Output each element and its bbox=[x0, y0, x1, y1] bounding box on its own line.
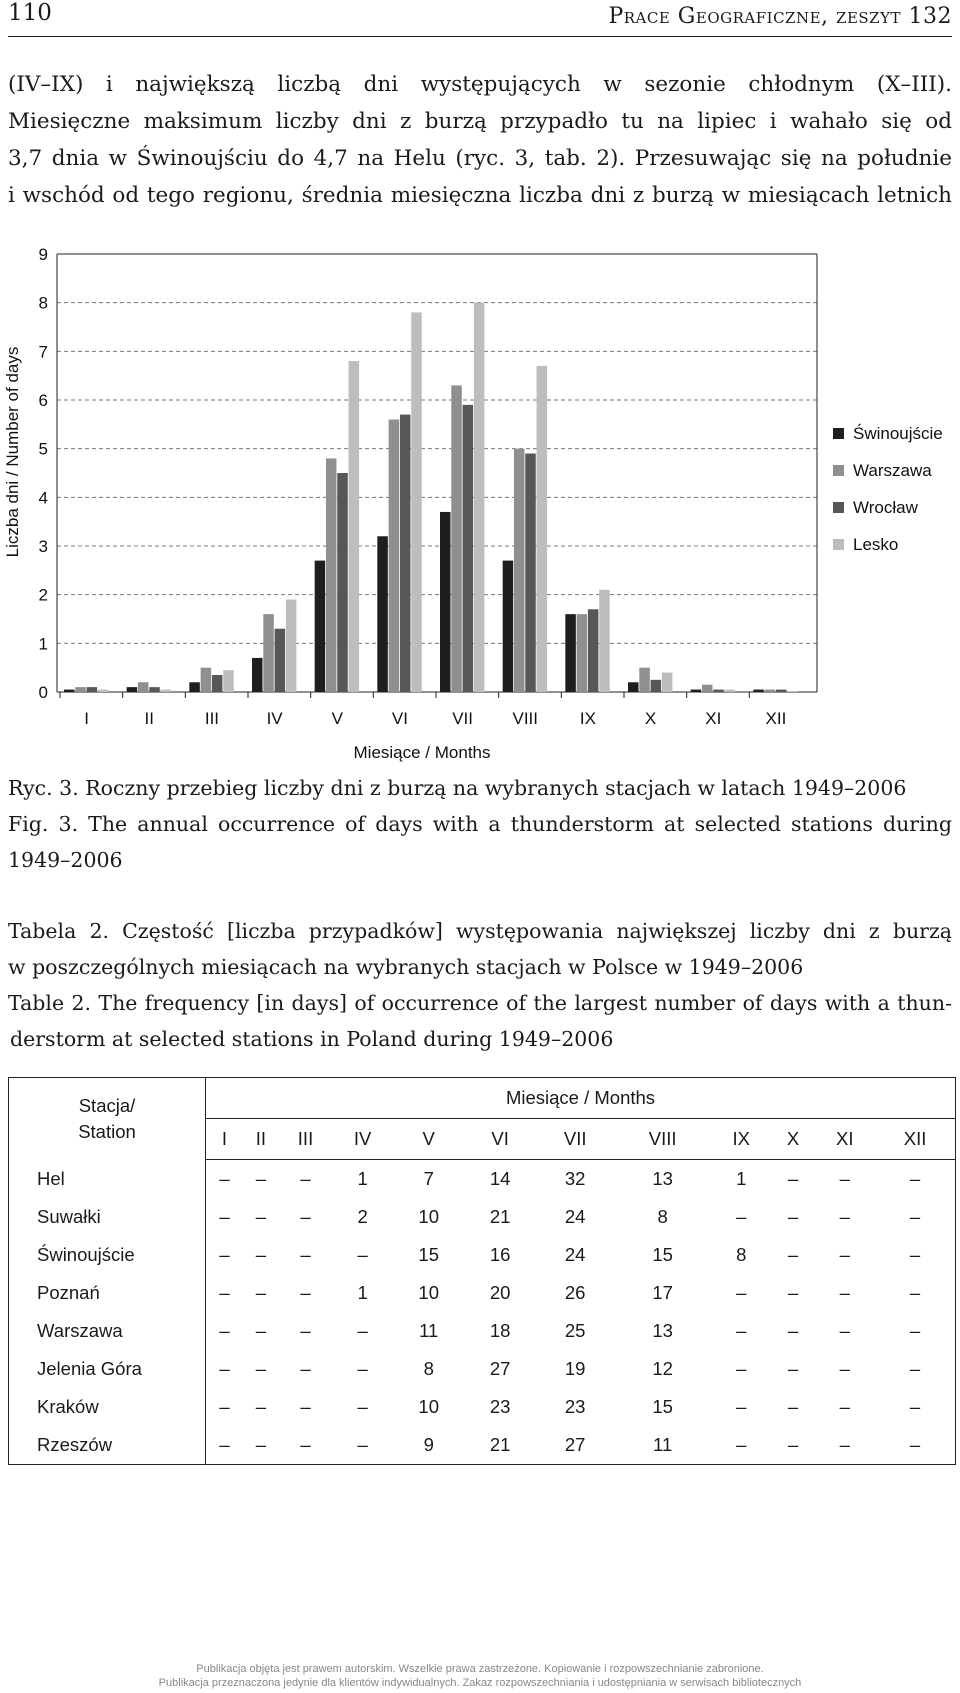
month-header-cell: V bbox=[393, 1119, 464, 1160]
value-cell: – bbox=[255, 1282, 266, 1303]
table-row bbox=[9, 1350, 956, 1388]
bar-lesko bbox=[474, 303, 485, 692]
value-cell: – bbox=[300, 1358, 311, 1379]
value-cell: – bbox=[839, 1320, 850, 1341]
value-cell: 11 bbox=[419, 1320, 439, 1341]
value-cell: – bbox=[219, 1434, 230, 1455]
value-cell: – bbox=[787, 1396, 799, 1417]
copyright-footer bbox=[0, 1662, 960, 1690]
value-cell: – bbox=[300, 1282, 311, 1303]
bar-wrocław bbox=[337, 473, 348, 692]
legend-label: Wrocław bbox=[853, 498, 918, 517]
bar-lesko bbox=[725, 690, 736, 692]
y-tick-label: 9 bbox=[38, 245, 48, 264]
bar-świnoujście bbox=[64, 690, 75, 692]
value-cell: 19 bbox=[564, 1358, 586, 1379]
bar-warszawa bbox=[514, 449, 525, 692]
body-paragraph bbox=[8, 66, 952, 214]
value-cell: 25 bbox=[564, 1320, 586, 1341]
value-cell: – bbox=[736, 1358, 747, 1379]
caption-table-line1: Table 2. The frequency [in days] of occurrence of the largest number of days with a thun- bbox=[8, 991, 952, 1015]
y-tick-label: 4 bbox=[38, 488, 48, 508]
month-header-cell: X bbox=[772, 1119, 815, 1160]
station-name-cell: Warszawa bbox=[9, 1312, 206, 1350]
caption-tabela-line2: w poszczególnych miesiącach na wybranych stacjach w Polsce w 1949–2006 bbox=[8, 955, 804, 979]
bar-wrocław bbox=[400, 415, 411, 692]
value-cell: – bbox=[357, 1358, 368, 1379]
value-cell: – bbox=[787, 1244, 799, 1265]
value-cell: 18 bbox=[489, 1320, 511, 1341]
bar-warszawa bbox=[326, 458, 337, 692]
bar-warszawa bbox=[577, 614, 588, 692]
bar-wrocław bbox=[651, 680, 662, 692]
month-header-cell: VIII bbox=[614, 1119, 710, 1160]
value-cell: – bbox=[255, 1396, 266, 1417]
bar-świnoujście bbox=[189, 682, 200, 692]
bar-świnoujście bbox=[127, 687, 137, 692]
x-tick-label: IV bbox=[266, 709, 283, 728]
value-cell: – bbox=[909, 1320, 921, 1341]
bar-świnoujście bbox=[753, 690, 764, 692]
value-cell: 9 bbox=[423, 1434, 434, 1455]
x-tick-label: III bbox=[204, 709, 220, 728]
value-cell: 10 bbox=[418, 1206, 439, 1227]
value-cell: – bbox=[219, 1396, 230, 1417]
bar-warszawa bbox=[201, 668, 212, 692]
bar-warszawa bbox=[451, 385, 462, 692]
value-cell: 21 bbox=[489, 1206, 511, 1227]
value-cell: 1 bbox=[736, 1168, 747, 1189]
bar-warszawa bbox=[702, 685, 713, 692]
legend-label: Świnoujście bbox=[853, 424, 943, 443]
bar-wrocław bbox=[275, 629, 286, 692]
value-cell: – bbox=[909, 1168, 921, 1189]
table-row bbox=[9, 1236, 956, 1274]
legend-swatch bbox=[833, 428, 844, 439]
value-cell: – bbox=[300, 1244, 311, 1265]
value-cell: 1 bbox=[357, 1282, 368, 1303]
bar-świnoujście bbox=[252, 658, 263, 692]
bar-lesko bbox=[411, 312, 422, 692]
value-cell: – bbox=[300, 1434, 311, 1455]
bar-świnoujście bbox=[628, 682, 639, 692]
value-cell: – bbox=[219, 1244, 230, 1265]
value-cell: 15 bbox=[652, 1396, 673, 1417]
value-cell: 7 bbox=[423, 1168, 434, 1189]
caption-ryc: Ryc. 3. Roczny przebieg liczby dni z burzą na wybranych stacjach w latach 1949–2006 bbox=[8, 776, 907, 800]
month-header-cell: IV bbox=[332, 1119, 393, 1160]
y-tick-label: 2 bbox=[38, 585, 48, 605]
value-cell: – bbox=[255, 1434, 266, 1455]
x-axis-label: Miesiące / Months bbox=[353, 743, 491, 762]
station-column-header bbox=[9, 1078, 206, 1160]
station-name-cell: Hel bbox=[9, 1160, 206, 1199]
month-header-cell: VII bbox=[536, 1119, 615, 1160]
bar-wrocław bbox=[212, 675, 223, 692]
value-cell: – bbox=[787, 1358, 799, 1379]
value-cell: – bbox=[300, 1396, 311, 1417]
value-cell: – bbox=[839, 1282, 850, 1303]
caption-table-line2: derstorm at selected stations in Poland during 1949–2006 bbox=[10, 1027, 614, 1051]
value-cell: – bbox=[219, 1320, 230, 1341]
value-cell: – bbox=[219, 1358, 230, 1379]
value-cell: 8 bbox=[423, 1358, 434, 1379]
month-header-cell: XII bbox=[875, 1119, 955, 1160]
value-cell: – bbox=[787, 1206, 799, 1227]
x-tick-label: VII bbox=[452, 709, 473, 728]
y-tick-label: 7 bbox=[38, 342, 48, 362]
value-cell: – bbox=[255, 1206, 266, 1227]
table-row bbox=[9, 1312, 956, 1350]
y-tick-label: 6 bbox=[38, 391, 48, 410]
bar-świnoujście bbox=[503, 561, 513, 692]
paragraph-line: Miesięczne maksimum liczby dni z burzą przypadło tu na lipiec i wahało się od bbox=[8, 109, 952, 134]
bar-warszawa bbox=[138, 682, 149, 692]
y-tick-label: 1 bbox=[38, 634, 48, 654]
x-tick-label: VIII bbox=[512, 709, 539, 728]
value-cell: – bbox=[300, 1206, 311, 1227]
legend-swatch bbox=[833, 539, 844, 550]
x-tick-label: I bbox=[84, 709, 89, 728]
table-row bbox=[9, 1388, 956, 1426]
value-cell: – bbox=[736, 1396, 747, 1417]
value-cell: 10 bbox=[418, 1282, 439, 1303]
value-cell: – bbox=[219, 1282, 230, 1303]
month-header-cell: II bbox=[243, 1119, 279, 1160]
value-cell: 24 bbox=[564, 1206, 586, 1227]
value-cell: 32 bbox=[564, 1168, 586, 1189]
y-tick-label: 5 bbox=[38, 439, 48, 459]
station-header-line2: Station bbox=[78, 1120, 136, 1142]
value-cell: – bbox=[255, 1244, 266, 1265]
month-header-cell: I bbox=[206, 1119, 243, 1160]
y-axis-label: Liczba dni / Number of days bbox=[3, 346, 22, 558]
table-row bbox=[9, 1160, 956, 1199]
value-cell: 21 bbox=[489, 1434, 511, 1455]
value-cell: 24 bbox=[564, 1244, 586, 1265]
bar-lesko bbox=[98, 690, 109, 692]
x-tick-label: V bbox=[331, 709, 343, 728]
value-cell: 10 bbox=[418, 1396, 439, 1417]
x-tick-label: X bbox=[644, 709, 657, 728]
legend-swatch bbox=[833, 502, 844, 513]
bar-wrocław bbox=[87, 687, 98, 692]
x-tick-label: II bbox=[144, 709, 154, 728]
paragraph-line: 3,7 dnia w Świnoujściu do 4,7 na Helu (ryc. 3, tab. 2). Przesuwając się na południe bbox=[8, 146, 952, 171]
value-cell: – bbox=[357, 1320, 368, 1341]
bar-warszawa bbox=[75, 687, 86, 692]
caption-fig-line2: 1949–2006 bbox=[8, 848, 123, 872]
bar-lesko bbox=[223, 670, 234, 692]
value-cell: – bbox=[736, 1320, 747, 1341]
months-header: Miesiące / Months bbox=[206, 1078, 956, 1119]
x-tick-label: VI bbox=[391, 709, 408, 728]
bar-wrocław bbox=[588, 609, 599, 692]
station-header-line1: Stacja/ bbox=[78, 1094, 136, 1116]
y-tick-label: 0 bbox=[38, 683, 48, 702]
bar-lesko bbox=[662, 673, 673, 692]
value-cell: – bbox=[839, 1244, 850, 1265]
bar-lesko bbox=[286, 600, 297, 692]
thunderstorm-days-chart bbox=[0, 232, 960, 762]
value-cell: 23 bbox=[489, 1396, 511, 1417]
bar-wrocław bbox=[463, 405, 474, 692]
paragraph-line: (IV–IX) i największą liczbą dni występujących w sezonie chłodnym (X–III). bbox=[8, 72, 952, 97]
value-cell: 13 bbox=[652, 1168, 673, 1189]
table-body bbox=[9, 1160, 956, 1465]
value-cell: – bbox=[736, 1282, 747, 1303]
value-cell: – bbox=[300, 1168, 311, 1189]
bar-lesko bbox=[787, 691, 798, 692]
table-row bbox=[9, 1426, 956, 1465]
value-cell: – bbox=[219, 1168, 230, 1189]
value-cell: 23 bbox=[564, 1396, 586, 1417]
value-cell: – bbox=[787, 1434, 799, 1455]
bar-warszawa bbox=[263, 614, 274, 692]
caption-tabela-line1: Tabela 2. Częstość [liczba przypadków] występowania największej liczby dni z burzą bbox=[8, 919, 952, 943]
value-cell: – bbox=[839, 1358, 850, 1379]
station-name-cell: Świnoujście bbox=[9, 1236, 206, 1274]
caption-fig-line1: Fig. 3. The annual occurrence of days with a thunderstorm at selected stations during bbox=[8, 812, 952, 836]
value-cell: 12 bbox=[652, 1358, 673, 1379]
value-cell: 8 bbox=[657, 1206, 668, 1227]
footer-line1: Publikacja objęta jest prawem autorskim. Wszelkie prawa zastrzeżone. Kopiowanie i rozpowszechnianie zabronione. bbox=[196, 1663, 764, 1675]
value-cell: – bbox=[357, 1434, 368, 1455]
value-cell: – bbox=[787, 1168, 799, 1189]
value-cell: – bbox=[909, 1206, 921, 1227]
value-cell: – bbox=[909, 1244, 921, 1265]
bar-wrocław bbox=[525, 454, 536, 692]
month-header-cell: XI bbox=[814, 1119, 875, 1160]
value-cell: – bbox=[787, 1282, 799, 1303]
bar-lesko bbox=[161, 690, 172, 692]
value-cell: 16 bbox=[489, 1244, 511, 1265]
month-header-cell: IX bbox=[711, 1119, 772, 1160]
value-cell: 27 bbox=[489, 1358, 511, 1379]
value-cell: 8 bbox=[736, 1244, 747, 1265]
value-cell: – bbox=[909, 1396, 921, 1417]
value-cell: – bbox=[357, 1396, 368, 1417]
page-header bbox=[8, 0, 952, 37]
legend-swatch bbox=[833, 465, 844, 476]
station-name-cell: Rzeszów bbox=[9, 1426, 206, 1465]
paragraph-line: i wschód od tego regionu, średnia miesięczna liczba dni z burzą w miesiącach letnich bbox=[8, 183, 952, 208]
value-cell: – bbox=[300, 1320, 311, 1341]
value-cell: – bbox=[839, 1206, 850, 1227]
value-cell: 17 bbox=[652, 1282, 673, 1303]
station-name-cell: Jelenia Góra bbox=[9, 1350, 206, 1388]
bar-warszawa bbox=[639, 668, 650, 692]
bar-świnoujście bbox=[565, 614, 576, 692]
value-cell: 14 bbox=[489, 1168, 511, 1189]
bar-świnoujście bbox=[440, 512, 451, 692]
bar-wrocław bbox=[149, 687, 160, 692]
value-cell: – bbox=[909, 1358, 921, 1379]
footer-line2: Publikacja przeznaczona jedynie dla klientów indywidualnych. Zakaz rozpowszechniania i udostępniania w serwisach bibliotecznych bbox=[158, 1677, 802, 1689]
value-cell: – bbox=[255, 1320, 266, 1341]
value-cell: – bbox=[787, 1320, 799, 1341]
value-cell: – bbox=[255, 1168, 266, 1189]
legend-label: Warszawa bbox=[853, 461, 932, 480]
y-tick-label: 3 bbox=[38, 537, 48, 556]
table-caption bbox=[8, 913, 952, 1057]
value-cell: – bbox=[736, 1206, 747, 1227]
value-cell: – bbox=[357, 1244, 368, 1265]
frequency-table bbox=[8, 1077, 956, 1465]
month-header-cell: VI bbox=[464, 1119, 535, 1160]
table-row bbox=[9, 1274, 956, 1312]
bar-warszawa bbox=[389, 419, 400, 692]
month-header-cell: III bbox=[279, 1119, 333, 1160]
bar-wrocław bbox=[776, 690, 787, 692]
bar-świnoujście bbox=[315, 561, 326, 692]
bar-świnoujście bbox=[691, 690, 702, 692]
value-cell: – bbox=[839, 1168, 850, 1189]
bar-lesko bbox=[349, 361, 360, 692]
x-tick-label: XI bbox=[705, 709, 722, 728]
value-cell: 20 bbox=[489, 1282, 511, 1303]
bar-wrocław bbox=[713, 690, 724, 692]
station-name-cell: Poznań bbox=[9, 1274, 206, 1312]
station-name-cell: Kraków bbox=[9, 1388, 206, 1426]
value-cell: 26 bbox=[564, 1282, 586, 1303]
value-cell: – bbox=[219, 1206, 230, 1227]
value-cell: – bbox=[839, 1396, 850, 1417]
value-cell: – bbox=[736, 1434, 747, 1455]
legend-label: Lesko bbox=[853, 535, 899, 554]
value-cell: – bbox=[255, 1358, 266, 1379]
value-cell: – bbox=[839, 1434, 850, 1455]
value-cell: 2 bbox=[357, 1206, 368, 1227]
value-cell: – bbox=[909, 1434, 921, 1455]
value-cell: 27 bbox=[564, 1434, 586, 1455]
value-cell: 11 bbox=[653, 1434, 673, 1455]
value-cell: 1 bbox=[357, 1168, 368, 1189]
page-number: 110 bbox=[8, 0, 52, 26]
bar-warszawa bbox=[765, 690, 776, 692]
figure-caption bbox=[8, 770, 952, 878]
table-row bbox=[9, 1198, 956, 1236]
y-tick-label: 8 bbox=[38, 293, 48, 313]
bar-świnoujście bbox=[377, 536, 388, 692]
journal-title: Prace Geograficzne, zeszyt 132 bbox=[608, 4, 952, 29]
value-cell: 15 bbox=[652, 1244, 673, 1265]
value-cell: 15 bbox=[418, 1244, 439, 1265]
bar-lesko bbox=[537, 366, 548, 692]
bar-lesko bbox=[599, 590, 610, 692]
x-tick-label: IX bbox=[579, 709, 596, 728]
value-cell: 13 bbox=[652, 1320, 673, 1341]
x-tick-label: XII bbox=[765, 709, 787, 728]
station-name-cell: Suwałki bbox=[9, 1198, 206, 1236]
value-cell: – bbox=[909, 1282, 921, 1303]
